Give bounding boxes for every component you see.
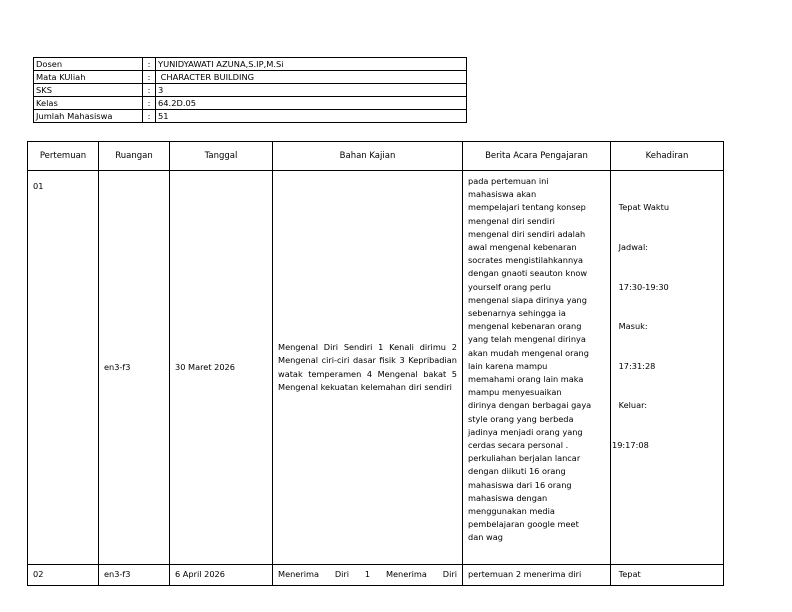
info-value: 64.2D.05 (156, 97, 467, 110)
berita-line: socrates mengistilahkannya (468, 255, 584, 266)
cell-pertemuan: 01 (28, 171, 99, 565)
info-row-jumlah-mahasiswa (34, 110, 467, 123)
attendance-table (27, 141, 724, 586)
info-label: Kelas (34, 97, 143, 110)
info-separator: : (143, 71, 156, 84)
berita-line: memahami orang lain maka (468, 374, 584, 385)
kehadiran-line: Tepat Waktu (616, 202, 670, 213)
info-label: SKS (34, 84, 143, 97)
cell-tanggal: 6 April 2026 (170, 565, 273, 586)
table-row (28, 565, 724, 586)
header-ruangan: Ruangan (99, 142, 170, 171)
berita-line: mahasiswa dari 16 orang (468, 479, 572, 490)
info-separator: : (143, 97, 156, 110)
berita-line: mempelajari tentang konsep (468, 202, 586, 213)
info-label: Dosen (34, 58, 143, 71)
berita-line: dengan gnaoti seauton know (468, 268, 588, 279)
cell-ruangan: en3-f3 (99, 171, 170, 565)
berita-line: cerdas secara personal . (468, 440, 569, 451)
table-header-row (28, 142, 724, 171)
header-pertemuan: Pertemuan (28, 142, 99, 171)
info-value: YUNIDYAWATI AZUNA,S.IP,M.Si (156, 58, 467, 71)
kehadiran-line: 17:30-19:30 (616, 281, 669, 292)
berita-line: sebenarnya sehingga ia (468, 308, 566, 319)
berita-line: dengan diikuti 16 orang (468, 466, 566, 477)
header-bahan-kajian: Bahan Kajian (273, 142, 463, 171)
berita-line: menggunakan media (468, 506, 555, 517)
cell-bahan-kajian: Menerima Diri 1 Menerima Diri (273, 565, 463, 586)
header-tanggal: Tanggal (170, 142, 273, 171)
info-value: CHARACTER BUILDING (156, 71, 467, 84)
info-value: 3 (156, 84, 467, 97)
kehadiran-line: Keluar: (616, 400, 648, 411)
berita-line: style orang yang berbeda (468, 413, 574, 424)
table-row (28, 171, 724, 565)
cell-bahan-kajian: Mengenal Diri Sendiri 1 Kenali dirimu 2 Mengenal ciri-ciri dasar fisik 3 Kepribadian watak temperamen 4 Mengenal bakat 5 Mengenal kekuatan kelemahan diri sendiri (273, 171, 463, 565)
berita-line: dan wag (468, 532, 503, 543)
berita-line: yang telah mengenal dirinya (468, 334, 586, 345)
cell-ruangan: en3-f3 (99, 565, 170, 586)
berita-line: mahasiswa akan (468, 189, 537, 200)
berita-line: awal mengenal kebenaran (468, 242, 577, 253)
berita-line: mampu menyesuaikan (468, 387, 562, 398)
berita-line: yourself orang perlu (468, 281, 551, 292)
berita-line: jadinya menjadi orang yang (468, 426, 583, 437)
info-value: 51 (156, 110, 467, 123)
berita-line: mengenal diri sendiri (468, 215, 555, 226)
kehadiran-line: 17:31:28 (616, 360, 656, 371)
berita-line: lain karena mampu (468, 360, 548, 371)
berita-line: mengenal siapa dirinya yang (468, 294, 587, 305)
info-label: Jumlah Mahasiswa (34, 110, 143, 123)
berita-line: mengenal diri sendiri adalah (468, 228, 586, 239)
info-row-kelas (34, 97, 467, 110)
kehadiran-line: Jadwal: (616, 242, 648, 253)
info-separator: : (143, 84, 156, 97)
info-row-sks (34, 84, 467, 97)
berita-line: perkuliahan berjalan lancar (468, 453, 581, 464)
info-separator: : (143, 110, 156, 123)
info-label: Mata KUliah (34, 71, 143, 84)
cell-berita-acara (463, 171, 611, 565)
berita-line: mahasiswa dengan (468, 492, 548, 503)
info-row-dosen (34, 58, 467, 71)
berita-line: akan mudah mengenal orang (468, 347, 589, 358)
berita-line: mengenal kebenaran orang (468, 321, 582, 332)
cell-tanggal: 30 Maret 2026 (170, 171, 273, 565)
header-berita-acara: Berita Acara Pengajaran (463, 142, 611, 171)
info-row-mata-kuliah (34, 71, 467, 84)
berita-line: pada pertemuan ini (468, 176, 549, 186)
kehadiran-line: Masuk: (616, 321, 648, 332)
course-info-table (33, 57, 467, 123)
cell-kehadiran: Tepat (611, 565, 724, 586)
cell-kehadiran (611, 171, 724, 565)
cell-pertemuan: 02 (28, 565, 99, 586)
header-kehadiran: Kehadiran (611, 142, 724, 171)
berita-line: dirinya dengan berbagai gaya (468, 400, 592, 411)
berita-line: pembelajaran google meet (468, 519, 579, 530)
kehadiran-line: 19:17:08 (612, 440, 649, 451)
cell-berita-acara: pertemuan 2 menerima diri (463, 565, 611, 586)
info-separator: : (143, 58, 156, 71)
